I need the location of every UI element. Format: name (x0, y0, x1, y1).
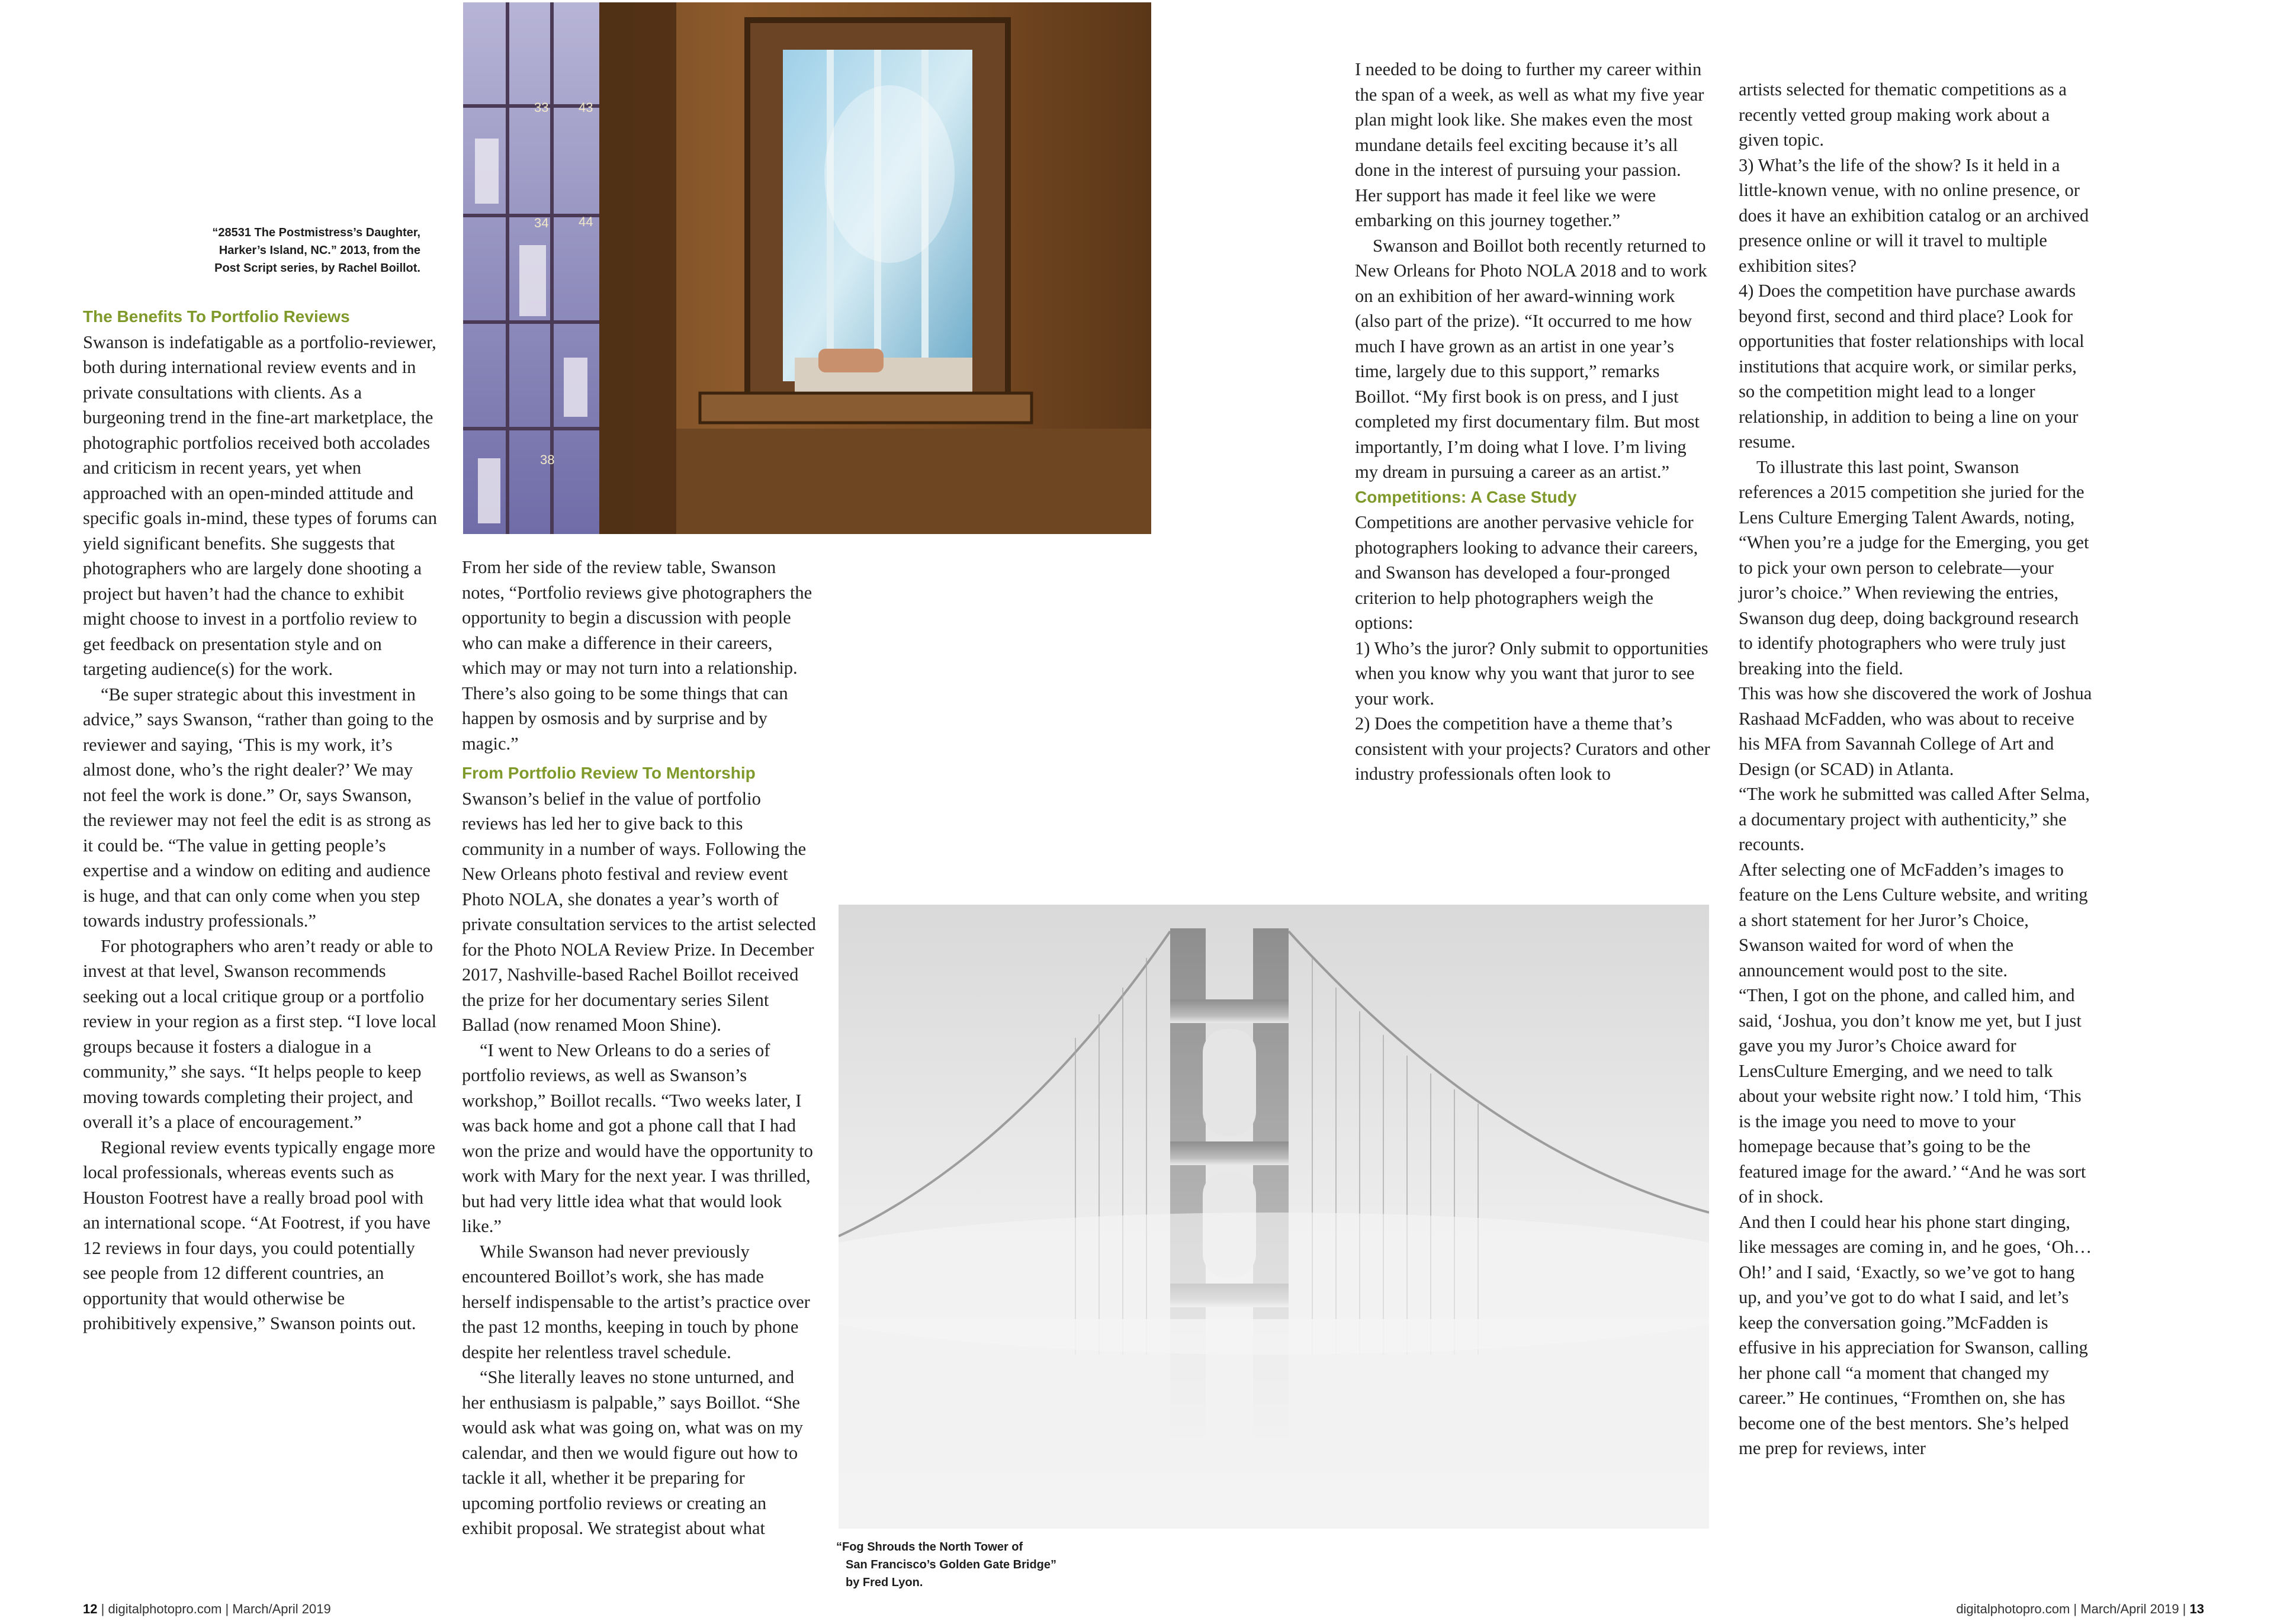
paragraph: For photographers who aren’t ready or able to invest at that level, Swanson recommends seeking out a local critique group or a portfolio review in your region as a first step. “I love local groups because it fosters a dialogue in a community,” she says. “It helps people to keep moving towards completing their project, and overall it’s a place of encouragement.” (83, 935, 437, 1132)
paragraph: “Be super strategic about this investment in advice,” says Swanson, “rather than going to the reviewer and saying, ‘This is my work, it’s almost done, who’s the right dealer?’ We may not feel the work is done.” Or, says Swanson, the reviewer may not feel the edit is as strong as it could be. “The value in getting people’s expertise and a window on editing and audience is huge, and that can only come when you step towards industry professionals.” (83, 684, 434, 931)
paragraph: This was how she discovered the work of Joshua Rashaad McFadden, who was about to receive his MFA from Savannah College of Art and Design (or SCAD) in Atlanta. (1739, 683, 2092, 779)
article-column-2 (462, 555, 816, 1541)
folio-right: digitalphotopro.com | March/April 2019 | 13 (1956, 1602, 2204, 1616)
caption-line: Post Script series, by Rachel Boillot. (214, 262, 420, 275)
paragraph: “Then, I got on the phone, and called him, and said, ‘Joshua, you don’t know me yet, but I just gave you my Juror’s Choice award for LensCulture Emerging, and we need to talk about your website right now.’ I told him, ‘This is the image you need to move to your homepage because that’s going to be the featured image for the award.’ “And he was sort of in shock. (1739, 985, 2086, 1207)
caption-line: “28531 The Postmistress’s Daughter, (212, 226, 420, 239)
paragraph: “I went to New Orleans to do a series of portfolio reviews, as well as Swanson’s workshop,” Boillot recalls. “Two weeks later, I was back home and got a phone call that I had won the prize and would have the opportunity to work with Mary for the next year. I was thrilled, but had very little idea what that would look like.” (462, 1040, 813, 1236)
section-heading: From Portfolio Review To Mentorship (462, 764, 756, 782)
paragraph: Swanson is indefatigable as a portfolio-reviewer, both during international review events and in private consultations with clients. As a burgeoning trend in the fine-art marketplace, the photographic portfolios received both accolades and criticism in recent years, yet when approached with an open-minded attitude and specific goals in-mind, these types of forums can yield significant benefits. She suggests that photographers who are largely done shooting a project but haven’t had the chance to exhibit might choose to invest in a portfolio review to get feedback on presentation style and on targeting audience(s) for the work. (83, 332, 437, 679)
folio-text: digitalphotopro.com | March/April 2019 (108, 1602, 331, 1616)
photo-golden-gate-fog (839, 905, 1709, 1529)
paragraph: Swanson’s belief in the value of portfolio reviews has led her to give back to this community in a number of ways. Following the New Orleans photo festival and review event Photo NOLA, she donates a year’s worth of private consultation services to the artist selected for the Photo NOLA Review Prize. In December 2017, Nashville-based Rachel Boillot received the prize for her documentary series Silent Ballad (now renamed Moon Shine). (462, 788, 816, 1035)
paragraph: While Swanson had never previously encountered Boillot’s work, she has made herself indispensable to the artist’s practice over the past 12 months, keeping in touch by phone despite her relentless travel schedule. (462, 1241, 810, 1362)
section-heading: The Benefits To Portfolio Reviews (83, 307, 350, 326)
paragraph: After selecting one of McFadden’s images to feature on the Lens Culture website, and writing a short statement for her Juror’s Choice, Swanson waited for word of when the announcement would post to the site. (1739, 859, 2088, 980)
paragraph: Swanson and Boillot both recently returned to New Orleans for Photo NOLA 2018 and to work on an exhibition of her award-winning work (also part of the prize). “It occurred to me how much I have grown as an artist in one year’s time, largely due to this support,” remarks Boillot. “My first book is on press, and I just completed my first documentary film. But most importantly, I’m doing what I love. I’m living my dream in pursuing a career as an artist.” (1355, 235, 1707, 482)
folio-text: digitalphotopro.com | March/April 2019 (1956, 1602, 2179, 1616)
caption-line: San Francisco’s Golden Gate Bridge” (846, 1558, 1057, 1571)
paragraph: 4) Does the competition have purchase awards beyond first, second and third place? Look for opportunities that foster relationships with local institutions that acquire work, or similar perks, so the competition might lead to a longer relationship, in addition to being a line on your resume. (1739, 281, 2084, 452)
article-column-1 (83, 304, 437, 1336)
caption-line: by Fred Lyon. (846, 1576, 923, 1589)
page-number: 13 (2189, 1602, 2204, 1616)
paragraph: To illustrate this last point, Swanson references a 2015 competition she juried for the Lens Culture Emerging Talent Awards, noting, “When you’re a judge for the Emerging, you get to pick your own person to celebrate—your juror’s choice.” When reviewing the entries, Swanson dug deep, doing background research to identify photographers who were truly just breaking into the field. (1739, 456, 2089, 678)
section-heading: Competitions: A Case Study (1355, 487, 1577, 506)
paragraph: artists selected for thematic competitions as a recently vetted group making work about a given topic. (1739, 79, 2067, 150)
box-number: 44 (579, 214, 593, 229)
paragraph: From her side of the review table, Swanson notes, “Portfolio reviews give photographers the opportunity to begin a discussion with people who can make a difference in their careers, which may or may not turn into a relationship. There’s also going to be some things that can happen by osmosis and by surprise and by magic.” (462, 557, 812, 754)
paragraph: And then I could hear his phone start dinging, like messages are coming in, and he goes, ‘Oh…Oh!’ and I said, ‘Exactly, so we’ve got to hang up, and you’ve got to do what I said, and let’s keep the conversation going.”McFadden is effusive in his appreciation for Swanson, calling her phone call “a moment that changed my career.” He continues, “Fromthen on, she has become one of the best mentors. She’s helped me prep for reviews, inter (1739, 1211, 2092, 1458)
box-number: 33 (534, 100, 549, 115)
paragraph: “She literally leaves no stone unturned, and her enthusiasm is palpable,” says Boillot. “She would ask what was going on, what was on my calendar, and then we would figure out how to tackle it all, whether it be preparing for upcoming portfolio reviews or creating an exhibit proposal. We strategist about what (462, 1367, 804, 1538)
folio-left: 12 | digitalphotopro.com | March/April 2019 (83, 1602, 331, 1616)
caption-golden-gate (836, 1538, 1144, 1591)
caption-postmistress (178, 224, 420, 277)
box-number: 34 (534, 216, 549, 230)
paragraph: Regional review events typically engage more local professionals, whereas events such as Houston Footrest have a really broad pool with an international scope. “At Footrest, if you have 12 reviews in four days, you could potentially see people from 12 different countries, an opportunity that would otherwise be prohibitively expensive,” Swanson points out. (83, 1137, 435, 1333)
article-column-3 (1355, 57, 1710, 787)
paragraph: Competitions are another pervasive vehicle for photographers looking to advance their careers, and Swanson has developed a four-pronged criterion to help photographers weigh the options: (1355, 512, 1698, 633)
paragraph: “The work he submitted was called After Selma, a documentary project with authenticity,” she recounts. (1739, 784, 2090, 854)
article-column-4 (1739, 77, 2094, 1461)
box-number: 43 (579, 100, 593, 115)
caption-line: Harker’s Island, NC.” 2013, from the (219, 244, 420, 257)
paragraph: 1) Who’s the juror? Only submit to opportunities when you know why you want that juror to see your work. (1355, 638, 1708, 709)
paragraph: I needed to be doing to further my career within the span of a week, as well as what my five year plan might look like. She makes even the most mundane details feel exciting because it’s all done in the interest of pursuing your passion. Her support has made it feel like we were embarking on this journey together.” (1355, 59, 1704, 230)
page-number: 12 (83, 1602, 98, 1616)
paragraph: 2) Does the competition have a theme that’s consistent with your projects? Curators and other industry professionals often look to (1355, 713, 1710, 784)
photo-postmistress (463, 2, 1151, 534)
caption-line: “Fog Shrouds the North Tower of (836, 1541, 1023, 1554)
box-number: 38 (540, 452, 555, 467)
paragraph: 3) What’s the life of the show? Is it held in a little-known venue, with no online presence, or does it have an exhibition catalog or an archived presence online or will it travel to multiple exhibition sites? (1739, 155, 2089, 276)
